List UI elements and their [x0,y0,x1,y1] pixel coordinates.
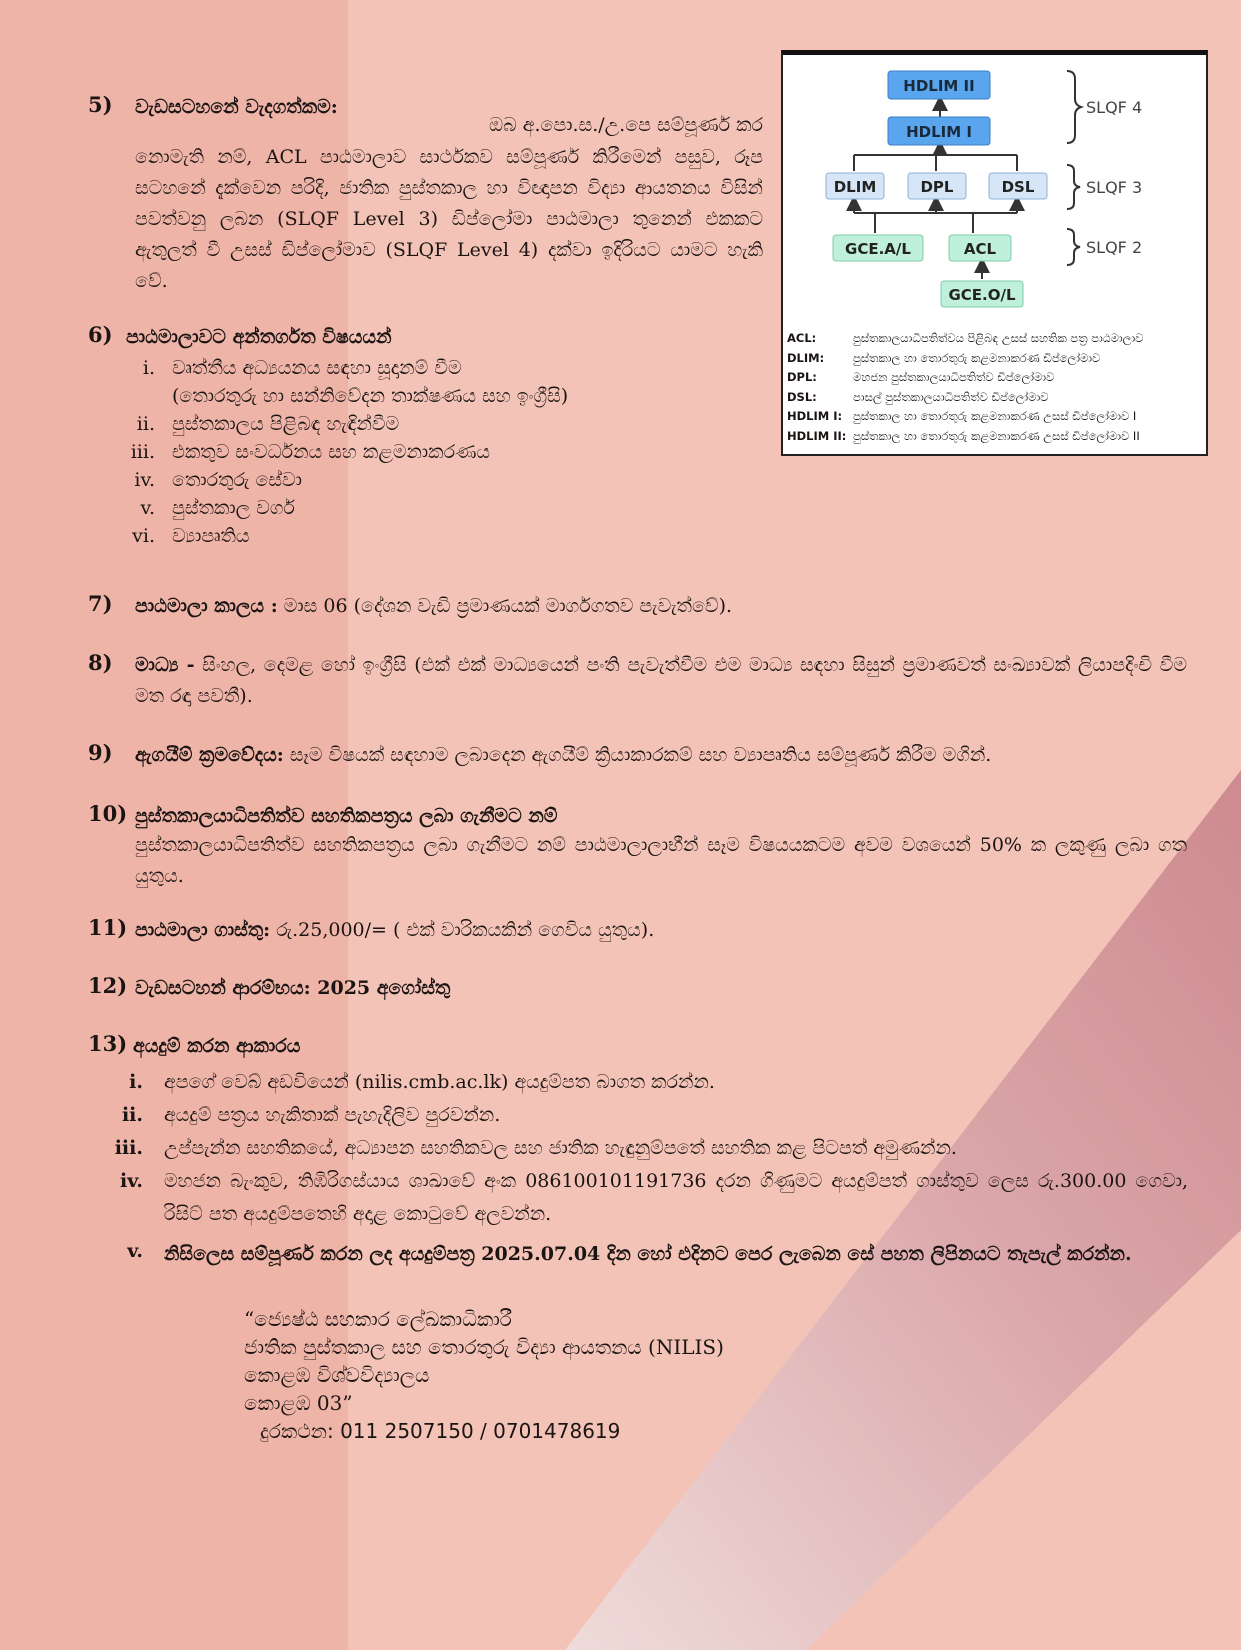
qualification-flow-chart [783,55,1206,325]
address-line: ජාතික පුස්තකාල සහ තොරතුරු විද්‍යා ආයතනය (NILIS) [244,1335,724,1359]
dlim-label: DLIM [833,178,877,196]
gce-al-label: GCE.A/L [845,240,911,258]
list-item: ii. පුස්තකාලය පිළිබඳ හැඳින්වීම [136,413,400,435]
list-item: i. වෘත්තීය අධ්‍යයනය සඳහා සූදානම් වීම [142,357,462,379]
address-line: කොළඹ 03” [244,1391,353,1415]
legend-row: DSL: පාසල් පුස්තකාලයාධිපතිත්ව ඩිප්ලෝමාව [787,389,1049,404]
legend-row: ACL: පුස්තකාලයාධිපතිත්වය පිළිබඳ උසස් සහතික පත්‍ර පාඨමාලාව [787,331,1144,345]
legend-row: DLIM: පුස්තකාල හා තොරතුරු කළමනාකරණ ඩිප්ලෝමාව [787,350,1101,365]
mailing-address [244,1305,724,1417]
section-5-body: නොමැති නම්, ACL පාඨමාලාව සාර්ථකව සම්පූර්ණ කිරීමෙන් පසුව, රූප සටහනේ දැක්වෙන පරිදි, ජාතික පුස්තකාල හා විඥාපන විද්‍යා ආයතනය විසින් පවත්වනු ලබන (SLQF Level 3) ඩිප්ලෝමා පාඨමාලා තුනෙන් එකකට ඇතුලත් වී උසස් ඩිප්ලෝමාව (SLQF Level 4) දක්වා ඉදිරියට යාමට හැකි වේ. [135,146,763,292]
section-7: පාඨමාලා කාලය : මාස 06 (දේශන වැඩි ප්‍රමාණයක් මාර්ගගතව පැවැත්වේ). [135,595,733,617]
legend-row: DPL: මහජන පුස්තකාලයාධිපතිත්ව ඩිප්ලෝමාව [787,370,1055,384]
dsl-label: DSL [1001,178,1035,196]
section-5-number: 5) [88,92,113,117]
section-6-number: 6) [88,322,113,347]
list-item-continued: (තොරතුරු හා සන්නිවේදන තාක්ෂණය සහ ඉංග්‍රීසි) [172,385,569,407]
list-item: iii. එකතුව සංවර්ධනය සහ කළමනාකරණය [130,441,491,463]
section-7-number: 7) [88,591,113,616]
hdlim-i-label: HDLIM I [906,123,972,141]
legend-row: HDLIM I: පුස්තකාල හා තොරතුරු කළමනාකරණ උසස් ඩිප්ලෝමාව I [787,409,1137,423]
section-10-number: 10) [88,801,128,826]
acl-label: ACL [963,240,997,258]
section-12-title: වැඩසටහන් ආරම්භය: 2025 අගෝස්තු [135,977,451,999]
list-item: iv. තොරතුරු සේවා [134,469,302,491]
address-line: “ජ්‍යෙෂ්ඨ සහකාර ලේඛකාධිකාරී [244,1307,512,1331]
list-item: v. පුස්තකාල වර්ග [140,497,295,519]
section-10-title: පුස්තකාලයාධිපතිත්ව සහතිකපත්‍රය ලබා ගැනීමට නම් [135,805,558,827]
dpl-label: DPL [920,178,954,196]
section-8: මාධ්‍ය - සිංහල, දෙමළ හෝ ඉංග්‍රීසි (එක් එක් මාධ්‍යයෙන් පංති පැවැත්වීම එම මාධ්‍ය සඳහා සිසුන් ප්‍රමාණවත් සංඛ්‍යාවක් ලියාපදිංචි වීම මත රඳා පවතී). [135,654,1187,707]
diagram-legend [787,329,1202,446]
list-item: i. අපගේ වෙබ් අඩවියෙන් (nilis.cmb.ac.lk) අයදුම්පත බාගත කරන්න. [129,1071,715,1093]
section-10-body: පුස්තකාලයාධිපතිත්ව සහතිකපත්‍රය ලබා ගැනීමට නම් පාඨමාලාලාභීන් සෑම විෂයයකටම අවම වශයෙන් 50% ක ලකුණු ලබා ගත යුතුය. [135,834,1187,887]
list-item: ii. අයදුම් පත්‍රය හැකිතාක් පැහැදිලිව පුරවන්න. [121,1104,501,1126]
qualification-diagram [781,50,1208,456]
section-11: පාඨමාලා ගාස්තු: රු.25,000/= ( එක් වාරිකයකින් ගෙවිය යුතුය). [135,919,655,941]
section-9: ඇගයීම් ක්‍රමවේදය: සෑම විෂයක් සඳහාම ලබාදෙන ඇගයීම් ක්‍රියාකාරකම් සහ ව්‍යාපෘතිය සම්පූර්ණ කිරීම මගින්. [135,744,992,766]
gce-ol-label: GCE.O/L [948,286,1016,304]
slqf2-label: SLQF 2 [1086,238,1143,257]
level-braces [1067,71,1081,265]
section-11-number: 11) [88,915,128,940]
section-12-number: 12) [88,973,128,998]
section-9-number: 9) [88,740,113,765]
list-item: iii. උප්පැන්න සහතිකයේ, අධ්‍යාපන සහතිකවල සහ ජාතික හැඳුනුම්පතේ සහතික කළ පිටපත් අමුණන්න. [114,1137,957,1159]
address-line: කොළඹ විශ්වවිද්‍යාලය [244,1363,430,1387]
slqf3-label: SLQF 3 [1086,178,1143,197]
slqf4-label: SLQF 4 [1086,98,1143,117]
section-5-title: වැඩසටහනේ වැදගත්කම: [135,96,338,118]
section-13-title: අයදුම් කරන ආකාරය [133,1035,301,1057]
section-6-title: පාඨමාලාවට අන්තර්ගත විෂයයන් [126,326,392,348]
legend-row: HDLIM II: පුස්තකාල හා තොරතුරු කළමනාකරණ උසස් ඩිප්ලෝමාව II [787,428,1140,443]
section-13-number: 13) [88,1031,128,1056]
list-item: iv. මහජන බැංකුව, තිඹිරිගස්යාය ශාඛාවේ අංක 086100101191736 දරන ගිණුමට අයදුම්පත් ගාස්තුව ලෙස රු.300.00 ගෙවා, රිසිට් පත අයදුම්පතෙහි අදාළ කොටුවේ අලවන්න. [120,1170,1188,1225]
application-steps-list [103,1066,1188,1305]
list-item: vi. ව්‍යාපෘතිය [132,525,250,547]
section-8-number: 8) [88,650,113,675]
phone-number: දුරකථන: 011 2507150 / 0701478619 [260,1419,621,1443]
list-item: v. නිසිලෙස සම්පූර්ණ කරන ලද අයදුම්පත්‍ර 2025.07.04 දින හෝ එදිනට පෙර ලැබෙන සේ පහත ලිපිනයට තැපැල් කරන්න. [127,1240,1132,1265]
subjects-list [115,354,715,550]
hdlim-ii-label: HDLIM II [903,77,975,95]
section-5-line1: ඔබ අ.පො.ස./උ.පෙ සම්පූර්ණ කර [489,114,763,136]
